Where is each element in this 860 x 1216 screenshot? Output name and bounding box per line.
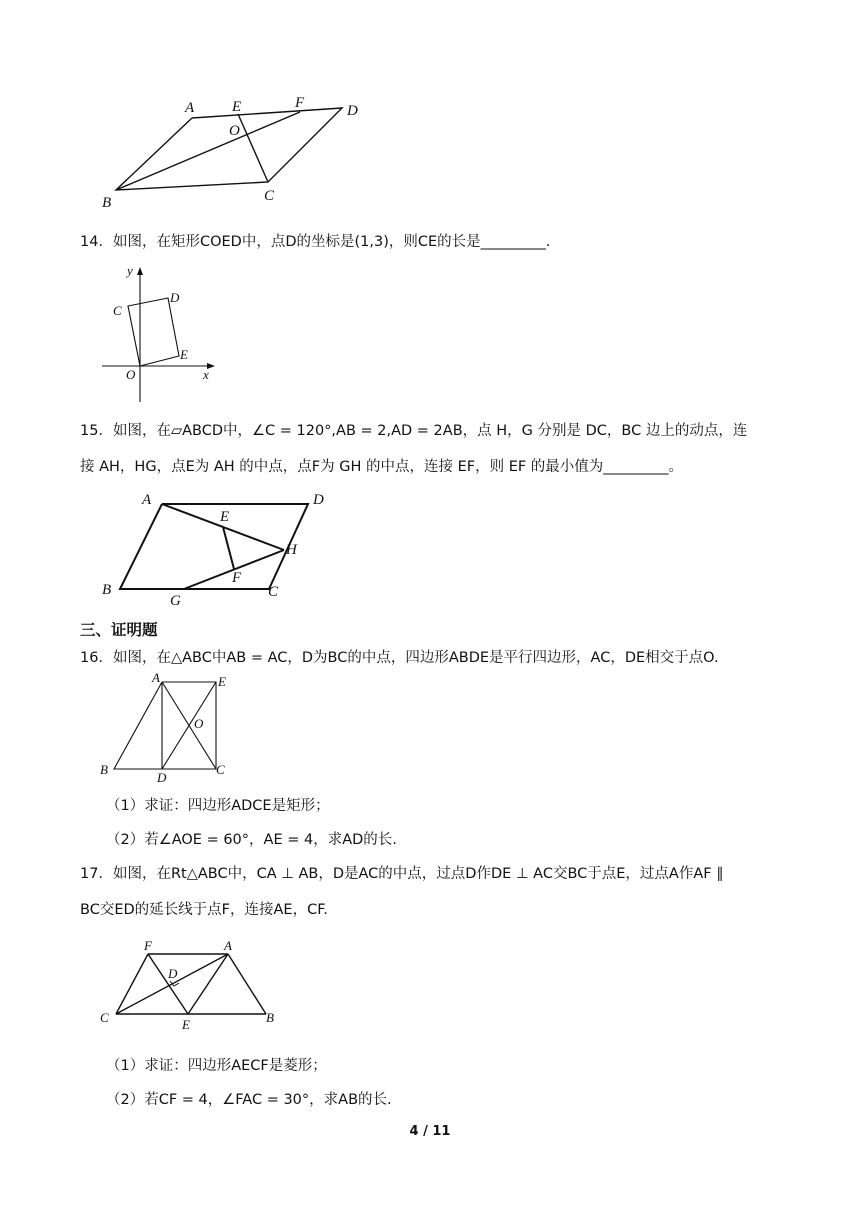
label-B: B — [102, 582, 112, 598]
label-D: D — [347, 103, 358, 119]
q16-text: 16．如图，在△ABC中AB = AC，D为BC的中点，四边形ABDE是平行四边形，AC，DE相交于点O. — [80, 650, 719, 666]
label-F: F — [295, 95, 305, 111]
figure-14 — [96, 262, 221, 407]
label-y: y — [127, 263, 133, 278]
label-E: E — [182, 1017, 190, 1032]
label-B: B — [266, 1010, 274, 1025]
q14-text: 14．如图，在矩形COED中，点D的坐标是(1,3)，则CE的长是_________. — [80, 234, 551, 250]
label-D: D — [168, 966, 178, 981]
figure-13 — [90, 90, 390, 220]
q15-line2: 接 AH，HG，点E为 AH 的中点，点F为 GH 的中点，连接 EF，则 EF 的最小值为_________。 — [80, 459, 684, 475]
q16-part2: （2）若∠AOE = 60°，AE = 4，求AD的长. — [106, 832, 397, 848]
q17-line2: BC交ED的延长线于点F，连接AE，CF. — [80, 902, 328, 918]
label-H: H — [286, 542, 297, 558]
label-A: A — [142, 492, 152, 508]
label-C: C — [113, 303, 122, 318]
label-F: F — [232, 570, 242, 586]
q15-line1: 15．如图，在▱ABCD中，∠C = 120°,AB = 2,AD = 2AB，点 H，G 分别是 DC，BC 边上的动点，连 — [80, 423, 748, 439]
label-C: C — [264, 188, 275, 204]
q17-line1: 17．如图，在Rt△ABC中，CA ⊥ AB，D是AC的中点，过点D作DE ⊥ AC交BC于点E，过点A作AF ∥ — [80, 866, 724, 882]
label-O: O — [194, 716, 204, 731]
label-B: B — [100, 762, 108, 777]
figure-16 — [96, 670, 246, 788]
figure-17 — [96, 936, 286, 1036]
figure-15 — [96, 488, 346, 612]
q16-part1: （1）求证：四边形ADCE是矩形； — [106, 798, 330, 814]
label-A: A — [152, 670, 160, 685]
label-E: E — [180, 347, 188, 362]
page-number: 4 / 11 — [409, 1124, 451, 1139]
label-B: B — [102, 195, 112, 211]
label-C: C — [268, 584, 279, 600]
label-A: A — [224, 938, 232, 953]
label-G: G — [170, 593, 181, 609]
label-E: E — [220, 509, 230, 525]
label-O: O — [126, 367, 136, 382]
label-C: C — [216, 762, 225, 777]
label-D: D — [157, 770, 167, 785]
section-title: 三、证明题 — [80, 621, 158, 639]
label-C: C — [100, 1010, 109, 1025]
q17-part2: （2）若CF = 4，∠FAC = 30°，求AB的长. — [106, 1092, 392, 1108]
label-E: E — [218, 674, 226, 689]
label-x: x — [203, 367, 209, 382]
label-E: E — [232, 99, 242, 115]
label-F: F — [144, 938, 152, 953]
label-D: D — [313, 492, 324, 508]
label-A: A — [185, 100, 195, 116]
label-D: D — [170, 290, 180, 305]
q17-part1: （1）求证：四边形AECF是菱形； — [106, 1058, 327, 1074]
label-O: O — [229, 123, 240, 139]
